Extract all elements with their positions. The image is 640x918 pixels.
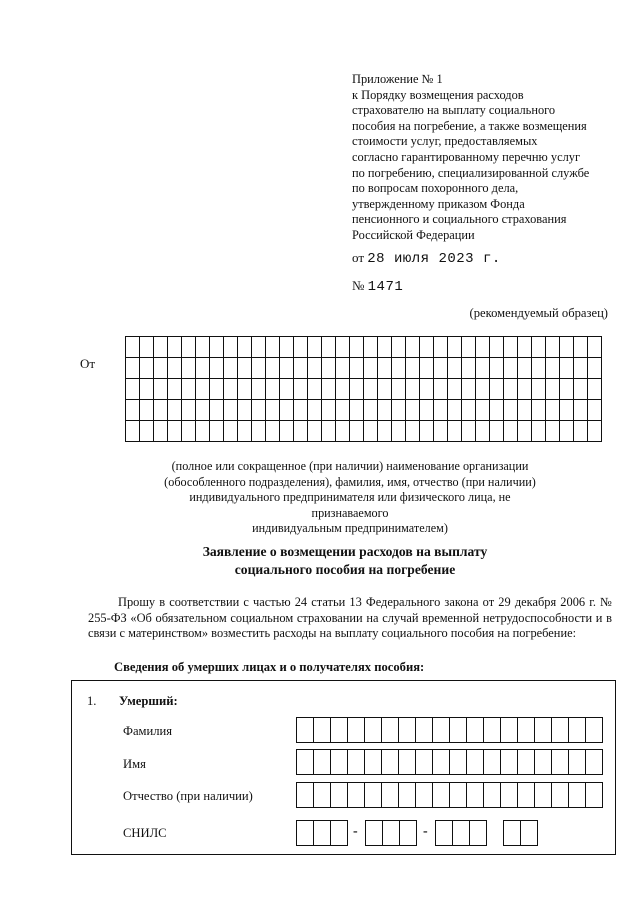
char-cell[interactable] — [382, 783, 399, 808]
char-cell[interactable] — [450, 718, 467, 743]
char-cell[interactable] — [365, 750, 382, 775]
char-cell[interactable] — [280, 337, 294, 358]
char-cell[interactable] — [467, 750, 484, 775]
char-cell[interactable] — [448, 358, 462, 379]
char-cell[interactable] — [314, 718, 331, 743]
char-cell[interactable] — [154, 358, 168, 379]
char-cell[interactable] — [586, 783, 603, 808]
char-cell[interactable] — [546, 337, 560, 358]
char-cell[interactable] — [168, 358, 182, 379]
char-cell[interactable] — [392, 358, 406, 379]
char-cell[interactable] — [238, 400, 252, 421]
char-cell[interactable] — [476, 400, 490, 421]
char-cell[interactable] — [348, 783, 365, 808]
snils-block-2[interactable] — [365, 820, 417, 846]
char-cell[interactable] — [546, 379, 560, 400]
char-cell[interactable] — [266, 337, 280, 358]
appendix-line: Приложение № 1 — [352, 72, 443, 86]
char-cell[interactable] — [238, 379, 252, 400]
char-cell[interactable] — [196, 337, 210, 358]
snils-block-1[interactable] — [296, 820, 348, 846]
char-cell[interactable] — [322, 400, 336, 421]
char-cell[interactable] — [476, 421, 490, 442]
char-cell[interactable] — [126, 358, 140, 379]
char-cell[interactable] — [532, 358, 546, 379]
char-cell[interactable] — [420, 400, 434, 421]
char-cell[interactable] — [348, 750, 365, 775]
appendix-line: стоимости услуг, предоставляемых — [352, 134, 538, 149]
appendix-line: пенсионного и социального страхования — [352, 212, 567, 227]
char-cell[interactable] — [546, 358, 560, 379]
char-cell[interactable] — [501, 718, 518, 743]
char-cell[interactable] — [238, 421, 252, 442]
char-cell[interactable] — [364, 400, 378, 421]
char-cell[interactable] — [504, 337, 518, 358]
char-cell[interactable] — [574, 379, 588, 400]
char-cell[interactable] — [350, 358, 364, 379]
char-cell[interactable] — [462, 421, 476, 442]
char-cell[interactable] — [154, 337, 168, 358]
char-cell[interactable] — [532, 400, 546, 421]
char-cell[interactable] — [308, 379, 322, 400]
char-cell[interactable] — [378, 400, 392, 421]
char-cell[interactable] — [574, 400, 588, 421]
char-cell[interactable] — [462, 337, 476, 358]
appendix-header — [352, 72, 612, 244]
char-cell[interactable] — [196, 379, 210, 400]
char-cell[interactable] — [331, 718, 348, 743]
char-cell[interactable] — [294, 400, 308, 421]
char-cell[interactable] — [196, 358, 210, 379]
char-cell[interactable] — [182, 358, 196, 379]
char-cell[interactable] — [378, 379, 392, 400]
char-cell[interactable] — [280, 358, 294, 379]
char-cell[interactable] — [224, 421, 238, 442]
char-cell[interactable] — [280, 400, 294, 421]
char-cell[interactable] — [406, 379, 420, 400]
char-cell[interactable] — [210, 358, 224, 379]
char-cell[interactable] — [308, 337, 322, 358]
char-cell[interactable] — [399, 783, 416, 808]
char-cell[interactable] — [297, 718, 314, 743]
char-cell[interactable] — [433, 718, 450, 743]
caption-line: индивидуальным предпринимателем) — [252, 521, 448, 536]
char-cell[interactable] — [392, 379, 406, 400]
char-cell[interactable] — [266, 421, 280, 442]
char-cell[interactable] — [364, 421, 378, 442]
char-cell[interactable] — [266, 358, 280, 379]
char-cell[interactable] — [382, 718, 399, 743]
char-cell[interactable] — [210, 400, 224, 421]
char-cell[interactable] — [450, 783, 467, 808]
name-input-grid[interactable] — [296, 749, 603, 775]
char-cell[interactable] — [378, 337, 392, 358]
section-title: Умерший: — [119, 694, 178, 708]
char-cell[interactable] — [434, 400, 448, 421]
char-cell[interactable] — [140, 358, 154, 379]
char-cell[interactable] — [569, 750, 586, 775]
char-cell[interactable] — [406, 400, 420, 421]
char-cell[interactable] — [448, 400, 462, 421]
char-cell[interactable] — [140, 337, 154, 358]
char-cell[interactable] — [294, 421, 308, 442]
char-cell[interactable] — [574, 358, 588, 379]
char-cell[interactable] — [436, 821, 453, 846]
snils-block-3[interactable] — [435, 820, 487, 846]
char-cell[interactable] — [126, 400, 140, 421]
char-cell[interactable] — [434, 421, 448, 442]
char-cell[interactable] — [560, 337, 574, 358]
appendix-line: по вопросам похоронного дела, — [352, 181, 519, 196]
char-cell[interactable] — [399, 750, 416, 775]
char-cell[interactable] — [154, 379, 168, 400]
appendix-line: Российской Федерации — [352, 227, 475, 242]
appendix-line: к Порядку возмещения расходов — [352, 87, 524, 102]
applicant-caption — [150, 459, 550, 537]
title-line: социального пособия на погребение — [234, 562, 456, 577]
order-number-value: 1471 — [367, 279, 404, 295]
char-cell[interactable] — [433, 783, 450, 808]
char-cell[interactable] — [336, 358, 350, 379]
char-cell[interactable] — [294, 379, 308, 400]
char-cell[interactable] — [168, 337, 182, 358]
char-cell[interactable] — [336, 379, 350, 400]
char-cell[interactable] — [366, 821, 383, 846]
char-cell[interactable] — [552, 718, 569, 743]
section-number: 1. — [87, 694, 97, 708]
char-cell[interactable] — [168, 379, 182, 400]
char-cell[interactable] — [140, 421, 154, 442]
char-cell[interactable] — [400, 821, 417, 846]
char-cell[interactable] — [462, 379, 476, 400]
char-cell[interactable] — [560, 379, 574, 400]
char-cell[interactable] — [518, 750, 535, 775]
char-cell[interactable] — [484, 783, 501, 808]
char-cell[interactable] — [364, 358, 378, 379]
char-cell[interactable] — [501, 783, 518, 808]
char-cell[interactable] — [294, 337, 308, 358]
char-cell[interactable] — [182, 421, 196, 442]
char-cell[interactable] — [336, 421, 350, 442]
char-cell[interactable] — [546, 421, 560, 442]
char-cell[interactable] — [350, 400, 364, 421]
char-cell[interactable] — [126, 421, 140, 442]
char-cell[interactable] — [588, 400, 602, 421]
applicant-name-grid[interactable] — [125, 336, 602, 442]
name-label: Имя — [123, 757, 146, 771]
appendix-line: по погребению, специализированной службе — [352, 165, 590, 180]
char-cell[interactable] — [238, 337, 252, 358]
caption-line: (обособленного подразделения), фамилия, имя, отчество (при наличии) — [164, 474, 536, 489]
char-cell[interactable] — [126, 379, 140, 400]
patronymic-label: Отчество (при наличии) — [123, 789, 253, 803]
char-cell[interactable] — [504, 400, 518, 421]
char-cell[interactable] — [406, 337, 420, 358]
appendix-line: страхователю на выплату социального — [352, 103, 556, 118]
char-cell[interactable] — [126, 337, 140, 358]
char-cell[interactable] — [322, 358, 336, 379]
char-cell[interactable] — [552, 750, 569, 775]
char-cell[interactable] — [518, 718, 535, 743]
char-cell[interactable] — [420, 379, 434, 400]
char-cell[interactable] — [560, 400, 574, 421]
appendix-line: утвержденному приказом Фонда — [352, 196, 525, 211]
char-cell[interactable] — [365, 783, 382, 808]
char-cell[interactable] — [383, 821, 400, 846]
snils-label: СНИЛС — [123, 826, 167, 840]
char-cell[interactable] — [535, 783, 552, 808]
char-cell[interactable] — [154, 400, 168, 421]
char-cell[interactable] — [364, 337, 378, 358]
char-cell[interactable] — [252, 421, 266, 442]
title-line: Заявление о возмещении расходов на выплату — [202, 544, 488, 559]
char-cell[interactable] — [238, 358, 252, 379]
char-cell[interactable] — [392, 421, 406, 442]
char-cell[interactable] — [416, 718, 433, 743]
char-cell[interactable] — [416, 750, 433, 775]
char-cell[interactable] — [336, 400, 350, 421]
order-date — [352, 250, 501, 267]
char-cell[interactable] — [294, 358, 308, 379]
char-cell[interactable] — [224, 400, 238, 421]
char-cell[interactable] — [450, 750, 467, 775]
char-cell[interactable] — [224, 358, 238, 379]
char-cell[interactable] — [574, 337, 588, 358]
document-title — [100, 543, 590, 579]
char-cell[interactable] — [560, 358, 574, 379]
char-cell[interactable] — [535, 750, 552, 775]
char-cell[interactable] — [504, 358, 518, 379]
char-cell[interactable] — [434, 358, 448, 379]
appendix-line: согласно гарантированному перечню услуг — [352, 149, 581, 164]
char-cell[interactable] — [252, 400, 266, 421]
char-cell[interactable] — [586, 718, 603, 743]
char-cell[interactable] — [448, 379, 462, 400]
char-cell[interactable] — [382, 750, 399, 775]
from-label: От — [80, 356, 96, 371]
char-cell[interactable] — [420, 421, 434, 442]
char-cell[interactable] — [476, 358, 490, 379]
char-cell[interactable] — [504, 821, 521, 846]
char-cell[interactable] — [406, 421, 420, 442]
char-cell[interactable] — [210, 379, 224, 400]
char-cell[interactable] — [569, 783, 586, 808]
char-cell[interactable] — [490, 421, 504, 442]
char-cell[interactable] — [266, 379, 280, 400]
char-cell[interactable] — [140, 379, 154, 400]
char-cell[interactable] — [518, 379, 532, 400]
char-cell[interactable] — [322, 337, 336, 358]
char-cell[interactable] — [476, 337, 490, 358]
recommended-sample-label: (рекомендуемый образец) — [469, 306, 608, 320]
char-cell[interactable] — [518, 337, 532, 358]
char-cell[interactable] — [314, 750, 331, 775]
char-cell[interactable] — [297, 821, 314, 846]
char-cell[interactable] — [532, 379, 546, 400]
char-cell[interactable] — [470, 821, 487, 846]
order-date-value: 28 июля 2023 г. — [367, 251, 501, 267]
char-cell[interactable] — [490, 379, 504, 400]
char-cell[interactable] — [378, 421, 392, 442]
char-cell[interactable] — [560, 421, 574, 442]
char-cell[interactable] — [518, 421, 532, 442]
char-cell[interactable] — [588, 337, 602, 358]
patronymic-input-grid[interactable] — [296, 782, 603, 808]
order-number-prefix: № — [352, 278, 365, 293]
char-cell[interactable] — [434, 337, 448, 358]
char-cell[interactable] — [453, 821, 470, 846]
char-cell[interactable] — [574, 421, 588, 442]
char-cell[interactable] — [448, 421, 462, 442]
char-cell[interactable] — [490, 400, 504, 421]
char-cell[interactable] — [501, 750, 518, 775]
snils-control-block[interactable] — [503, 820, 538, 846]
char-cell[interactable] — [484, 718, 501, 743]
char-cell[interactable] — [314, 821, 331, 846]
snils-dash: - — [423, 824, 428, 839]
char-cell[interactable] — [308, 400, 322, 421]
char-cell[interactable] — [467, 718, 484, 743]
char-cell[interactable] — [210, 421, 224, 442]
request-paragraph — [88, 595, 612, 642]
char-cell[interactable] — [476, 379, 490, 400]
char-cell[interactable] — [336, 337, 350, 358]
char-cell[interactable] — [210, 337, 224, 358]
char-cell[interactable] — [224, 337, 238, 358]
char-cell[interactable] — [504, 421, 518, 442]
char-cell[interactable] — [252, 337, 266, 358]
char-cell[interactable] — [331, 821, 348, 846]
char-cell[interactable] — [434, 379, 448, 400]
char-cell[interactable] — [569, 718, 586, 743]
surname-input-grid[interactable] — [296, 717, 603, 743]
char-cell[interactable] — [552, 783, 569, 808]
char-cell[interactable] — [462, 400, 476, 421]
char-cell[interactable] — [462, 358, 476, 379]
char-cell[interactable] — [182, 337, 196, 358]
char-cell[interactable] — [168, 400, 182, 421]
char-cell[interactable] — [196, 400, 210, 421]
char-cell[interactable] — [350, 421, 364, 442]
char-cell[interactable] — [392, 337, 406, 358]
char-cell[interactable] — [420, 358, 434, 379]
char-cell[interactable] — [140, 400, 154, 421]
char-cell[interactable] — [504, 379, 518, 400]
char-cell[interactable] — [280, 421, 294, 442]
char-cell[interactable] — [399, 718, 416, 743]
char-cell[interactable] — [392, 400, 406, 421]
appendix-line: пособия на погребение, а также возмещения — [352, 118, 587, 133]
char-cell[interactable] — [490, 358, 504, 379]
char-cell[interactable] — [331, 783, 348, 808]
char-cell[interactable] — [348, 718, 365, 743]
char-cell[interactable] — [406, 358, 420, 379]
section-heading: Сведения об умерших лицах и о получателях пособия: — [114, 660, 425, 674]
char-cell[interactable] — [252, 358, 266, 379]
char-cell[interactable] — [224, 379, 238, 400]
char-cell[interactable] — [532, 421, 546, 442]
char-cell[interactable] — [182, 379, 196, 400]
char-cell[interactable] — [416, 783, 433, 808]
order-date-prefix: от — [352, 250, 365, 265]
char-cell[interactable] — [518, 400, 532, 421]
char-cell[interactable] — [433, 750, 450, 775]
snils-dash: - — [353, 824, 358, 839]
char-cell[interactable] — [467, 783, 484, 808]
char-cell[interactable] — [350, 379, 364, 400]
char-cell[interactable] — [448, 337, 462, 358]
char-cell[interactable] — [546, 400, 560, 421]
char-cell[interactable] — [266, 400, 280, 421]
char-cell[interactable] — [297, 750, 314, 775]
surname-label: Фамилия — [123, 724, 173, 738]
char-cell[interactable] — [280, 379, 294, 400]
char-cell[interactable] — [588, 421, 602, 442]
char-cell[interactable] — [378, 358, 392, 379]
char-cell[interactable] — [532, 337, 546, 358]
caption-line: (полное или сокращенное (при наличии) наименование организации — [171, 459, 529, 473]
char-cell[interactable] — [322, 421, 336, 442]
char-cell[interactable] — [521, 821, 538, 846]
char-cell[interactable] — [196, 421, 210, 442]
char-cell[interactable] — [154, 421, 168, 442]
char-cell[interactable] — [252, 379, 266, 400]
char-cell[interactable] — [364, 379, 378, 400]
char-cell[interactable] — [588, 358, 602, 379]
char-cell[interactable] — [168, 421, 182, 442]
char-cell[interactable] — [484, 750, 501, 775]
char-cell[interactable] — [586, 750, 603, 775]
order-number — [352, 278, 403, 295]
char-cell[interactable] — [518, 358, 532, 379]
char-cell[interactable] — [588, 379, 602, 400]
char-cell[interactable] — [308, 358, 322, 379]
char-cell[interactable] — [518, 783, 535, 808]
char-cell[interactable] — [365, 718, 382, 743]
caption-line: индивидуального предпринимателя или физического лица, не признаваемого — [189, 490, 511, 520]
char-cell[interactable] — [490, 337, 504, 358]
char-cell[interactable] — [297, 783, 314, 808]
char-cell[interactable] — [314, 783, 331, 808]
char-cell[interactable] — [322, 379, 336, 400]
char-cell[interactable] — [182, 400, 196, 421]
char-cell[interactable] — [308, 421, 322, 442]
request-text: Прошу в соответствии с частью 24 статьи 13 Федерального закона от 29 декабря 2006 г. № 255-ФЗ «Об обязательном социальном страховании на случай временной нетрудоспособности и в связи с материнством» возместить расходы на выплату социального пособия на погребение: — [88, 595, 612, 641]
char-cell[interactable] — [350, 337, 364, 358]
char-cell[interactable] — [331, 750, 348, 775]
char-cell[interactable] — [535, 718, 552, 743]
char-cell[interactable] — [420, 337, 434, 358]
